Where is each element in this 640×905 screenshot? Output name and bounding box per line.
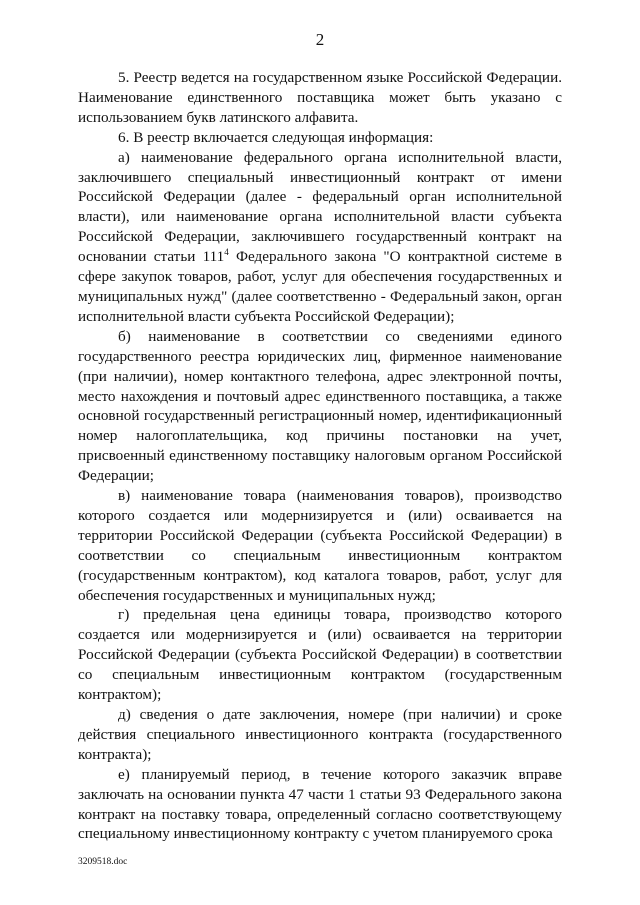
page-number: 2 <box>315 30 325 49</box>
list-item-g: г) предельная цена единицы товара, производство которого создается или модернизируется и (или) осваивается на территории Российской Федерации (субъекта Российской Федерации) в соответствии со специальным инвестиционным контрактом (государственным контрактом); <box>78 606 562 704</box>
list-item-e: е) планируемый период, в течение которого заказчик вправе заключать на основании пункта 47 части 1 статьи 93 Федерального закона контракт на поставку товара, определенный согласно соответствующему специальному инвестиционному контракту с учетом планируемого срока <box>78 765 562 843</box>
list-item-a <box>78 148 562 327</box>
list-item-d: д) сведения о дате заключения, номере (при наличии) и сроке действия специального инвестиционного контракта (государственного контракта); <box>78 706 562 763</box>
list-item-v: в) наименование товара (наименования товаров), производство которого создается или модернизируется и (или) осваивается на территории Российской Федерации (субъекта Российской Федерации) в соответствии со специальным инвестиционным контрактом (государственным контрактом), код каталога товаров, работ, услуг для обеспечения государственных и муниципальных нужд; <box>78 487 562 604</box>
list-item-b: б) наименование в соответствии со сведениями единого государственного реестра юридических лиц, фирменное наименование (при наличии), номер контактного телефона, адрес электронной почты, место нахождения и почтовый адрес единственного поставщика, а также основной государственный регистрационный номер, идентификационный номер налогоплательщика, код причины постановки на учет, присвоенный единственному поставщику налоговым органом Российской Федерации; <box>78 327 562 485</box>
article-superscript: 4 <box>224 247 229 258</box>
paragraph-6: 6. В реестр включается следующая информация: <box>118 128 434 146</box>
list-item-a-text-end: Федерального закона "О контрактной системе в сфере закупок товаров, работ, услуг для обеспечения государственных и муниципальных нужд" (далее соответственно - Федеральный закон, орган исполнительной власти субъекта Российской Федерации); <box>78 248 562 325</box>
paragraph-5: 5. Реестр ведется на государственном языке Российской Федерации. Наименование единственного поставщика может быть указано с использованием букв латинского алфавита. <box>78 69 562 126</box>
list-item-a-text-start: а) наименование федерального органа исполнительной власти, заключившего специальный инвестиционный контракт от имени Российской Федерации (далее - федеральный орган исполнительной власти), или наименование органа исполнительной власти субъекта Российской Федерации, заключившего государственный контракт на основании статьи 111 <box>78 148 562 266</box>
document-body <box>78 68 562 844</box>
document-footer-filename: 3209518.doc <box>78 857 128 867</box>
